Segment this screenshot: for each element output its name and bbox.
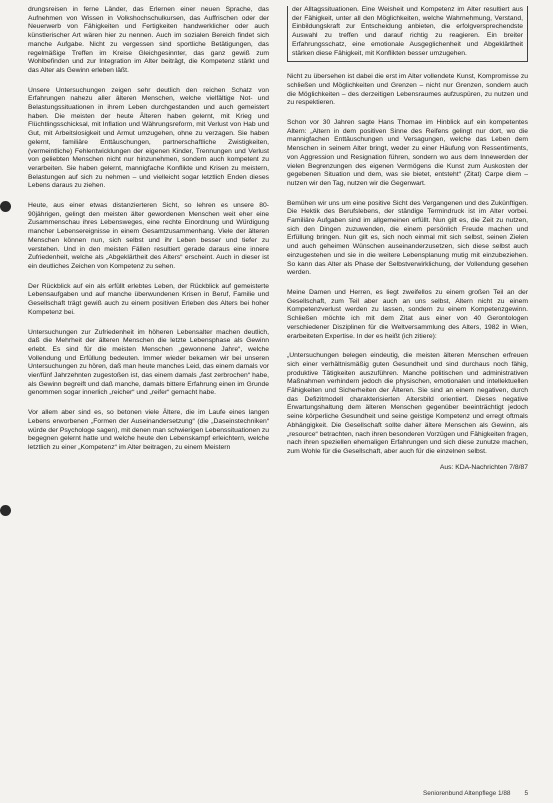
paragraph: Heute, aus einer etwas distanzierteren Sicht, so lehren es unsere 80- 90jährigen, gelingt den meisten älter gewordenen Menschen weit eher eine Zusammenschau ihres Lebensweges, eine rechte Einordnung und Würdigung mancher Lebensereignisse in einem Gesamtzusammenhang. Viele der älteren Menschen können nun, sich selbst und ihr Leben besser und tiefer zu verstehen. Und in den meisten Fällen resultiert gerade daraus eine innere Zufriedenheit, welche als „Abgeklärtheit des Alters“ erscheint. Auch in dieser ist ein deutliches Zeichen von Kompetenz zu sehen. (28, 202, 269, 270)
paragraph: Schon vor 30 Jahren sagte Hans Thomae im Hinblick auf ein kompetentes Altern: „Altern in dem positiven Sinne des Reifens gelingt nur dort, wo die mannigfachen Enttäuschungen und Versagungen, welche das Leben dem Menschen in seinem Alter bringt, weder zu einer Häufung von Ressentiments, von Aggression und Resignation führen, sondern wo aus dem Innewerden der vielen Begrenzungen des eigenen Vermögens die Kunst zum Auskosten der gegebenen Situation und dem, was sie bietet, entsteht“ (Zitat) Carpe diem – nutzen wir den Tag, nutzen wir die Gegenwart. (287, 119, 528, 187)
right-column (287, 6, 528, 483)
left-column (28, 6, 269, 464)
paragraph: drungsreisen in ferne Länder, das Erlernen einer neuen Sprache, das Aufnehmen von Wissen in Volkshochschulkursen, das Auffrischen oder der Neuerwerb von Fähigkeiten und Fertigkeiten handwerklicher oder auch künstlerischer Art wären hier zu nennen. Auch im sozialen Bereich findet sich manche Aufgabe. Nicht zu vergessen sind sportliche Betätigungen, das regelmäßige Treffen im Kreise Gleichgesinnter, das ganz gewiß zum Wohlbefinden und zur Integration im Alter beiträgt, die Kompetenz stärkt und das Alter als Gewinn erleben läßt. (28, 6, 269, 74)
punch-hole-top (0, 201, 11, 212)
paragraph: Vor allem aber sind es, so betonen viele Ältere, die im Laufe eines langen Lebens erworbenen „Formen der Auseinandersetzung“ (die „Daseinstechniken“ würde der Psychologe sagen), mit denen man schwierigen Lebenssituationen zu begegnen gelernt hatte und welche heute den Lebenskampf erleichtern, welche letztlich zu einer „Kompetenz“ im Alter beitragen, zu einem Meistern (28, 409, 269, 451)
footer-publication: Seniorenbund Altenpflege 1/88 (423, 790, 511, 797)
page-footer (287, 790, 528, 797)
paragraph: Meine Damen und Herren, es liegt zweifellos zu einem großen Teil an der Gesellschaft, zum Teil aber auch an uns selbst, Altern nicht zu einem Kompetenzverlust werden zu lassen, sondern zu einem Kompetenzgewinn. Schließen möchte ich mit dem Zitat aus einer von 40 Gerontologen verschiedener Disziplinen für die Weltversammlung des Alters, 1982 in Wien, erarbeiteten Expertise. In der es heißt (ich zitiere): (287, 288, 528, 340)
paragraph: Nicht zu übersehen ist dabei die erst im Alter vollendete Kunst, Kompromisse zu schließen und Möglichkeiten und Grenzen – nicht nur Grenzen, sondern auch die Möglichkeiten – des derzeitigen Lebensraumes aufzuspüren, zu nutzen und zu respektieren. (287, 73, 528, 107)
source-citation: Aus: KDA-Nachrichten 7/8/87 (439, 463, 528, 471)
paragraph: Unsere Untersuchungen zeigen sehr deutlich den reichen Schatz von Erfahrungen nahezu aller älteren Menschen, welche vielfältige Not- und Belastungssituationen in ihrem Leben durchgestanden und auch gemeistert haben. Die meisten der heute Älteren haben gelernt, mit Krieg und Flüchtlingsschicksal, mit Inflation und Währungsreform, mit Verlust von Hab und Gut, mit Arbeitslosigkeit und Armut umzugehen, ohne zu verzagen. Sie haben gelernt, familiäre Enttäuschungen, partnerschaftliche Zwistigkeiten, (vermeintliche) Fehlentwicklungen der eigenen Kinder, Trennungen und Verlust von geliebten Menschen nicht nur hinzunehmen, sondern auch kompetent zu verarbeiten. Sie haben gelernt, mannigfache Konflikte und Krisen zu meistern, Belastungen auf sich zu nehmen – und vielleicht sogar letztlich Enden dieses Lebens daraus zu ziehen. (28, 86, 269, 190)
page-number: 5 (524, 790, 528, 797)
boxed-paragraph: der Alltagssituationen. Eine Weisheit und Kompetenz im Alter resultiert aus der Fähigkeit, unter all den Möglichkeiten, welche Wahrnehmung, Verstand, Einbildungskraft zur Entscheidung anbieten, die erfolgversprechendste Auswahl zu treffen und darauf richtig zu reagieren. Ein breiter Erfahrungsschatz, eine emotionale Ausgeglichenheit und Abgeklärtheit stärken diese Fähigkeit, mit Konflikten besser umzugehen. (287, 6, 528, 62)
paragraph: Der Rückblick auf ein als erfüllt erlebtes Leben, der Rückblick auf gemeisterte Lebensaufgaben und auf manche überwundenen Krisen in Beruf, Familie und Gesellschaft trägt gewiß auch zu einem positiven Erleben des Alters bei hoher Kompetenz bei. (28, 282, 269, 316)
paragraph: Untersuchungen zur Zufriedenheit im höheren Lebensalter machen deutlich, daß die Mehrheit der älteren Menschen die letzte Lebensphase als Gewinn erlebt. Es sind für die meisten Menschen „gewonnene Jahre“, welche Vollendung und Erfüllung bedeuten. Immer wieder bekamen wir bei unseren Untersuchungen zu hören, daß man heute manches Leid, das einem damals vor vier/fünf Jahrzehnten zugestoßen ist, das einem damals „fast zerbrochen“ habe, als Gewinn begreift und daß manche, damals bittere Erfahrung einen im Grunde genommen sogar innerlich „reicher“ und „reifer“ gemacht habe. (28, 328, 269, 397)
quotation-paragraph: „Untersuchungen belegen eindeutig, die meisten älteren Menschen erfreuen sich einer verhältnismäßig guten Gesundheit und sind durchaus noch fähig, produktive Tätigkeiten auszuführen. Manche politischen und administrativen Maßnahmen verhindern jedoch die physischen, emotionalen und intellektuellen Fähigkeiten und Sicherheiten der Älteren. Sie sind an einem negativen, durch das Defizitmodell charakterisierten Altersbild orientiert. Dieses negative Erwartungshaltung dem älteren Menschen gegenüber beeinträchtigt jedoch seine körperliche Gesundheit und seine geistige Kompetenz und erregt oftmals Abhängigkeit. Die Gesellschaft sollte daher ältere Menschen als Gewinn, als „resource“ betrachten, nach ihren besonderen Vorzügen und Fähigkeiten fragen, nach ihren speziellen ehemaligen Erfahrungen und sich diese zunutze machen, zum Wohle für die Gesellschaft, aber auch für die einzelnen selbst. (287, 352, 528, 455)
paragraph: Bemühen wir uns um eine positive Sicht des Vergangenen und des Zukünftigen. Die Hektik des Berufslebens, der ständige Termindruck ist im Alter vorbei. Familiäre Aufgaben sind im allgemeinen erfüllt. Nun gilt es, die Zeit zu nutzen, sich den Dingen zuzuwenden, die einem persönlich Freude machen und Erfüllung bringen. Nun gilt es, sich noch einmal mit sich selbst, seinen Zielen und auch geheimen Wünschen auseinanderzusetzen, sich diese selbst auch einzugestehen und sie in die weitere Lebensplanung mutig mit einzubeziehen. So kann das Alter als Phase der Selbstverwirklichung, der Vollendung gesehen werden. (287, 199, 528, 277)
punch-hole-bottom (0, 505, 11, 516)
